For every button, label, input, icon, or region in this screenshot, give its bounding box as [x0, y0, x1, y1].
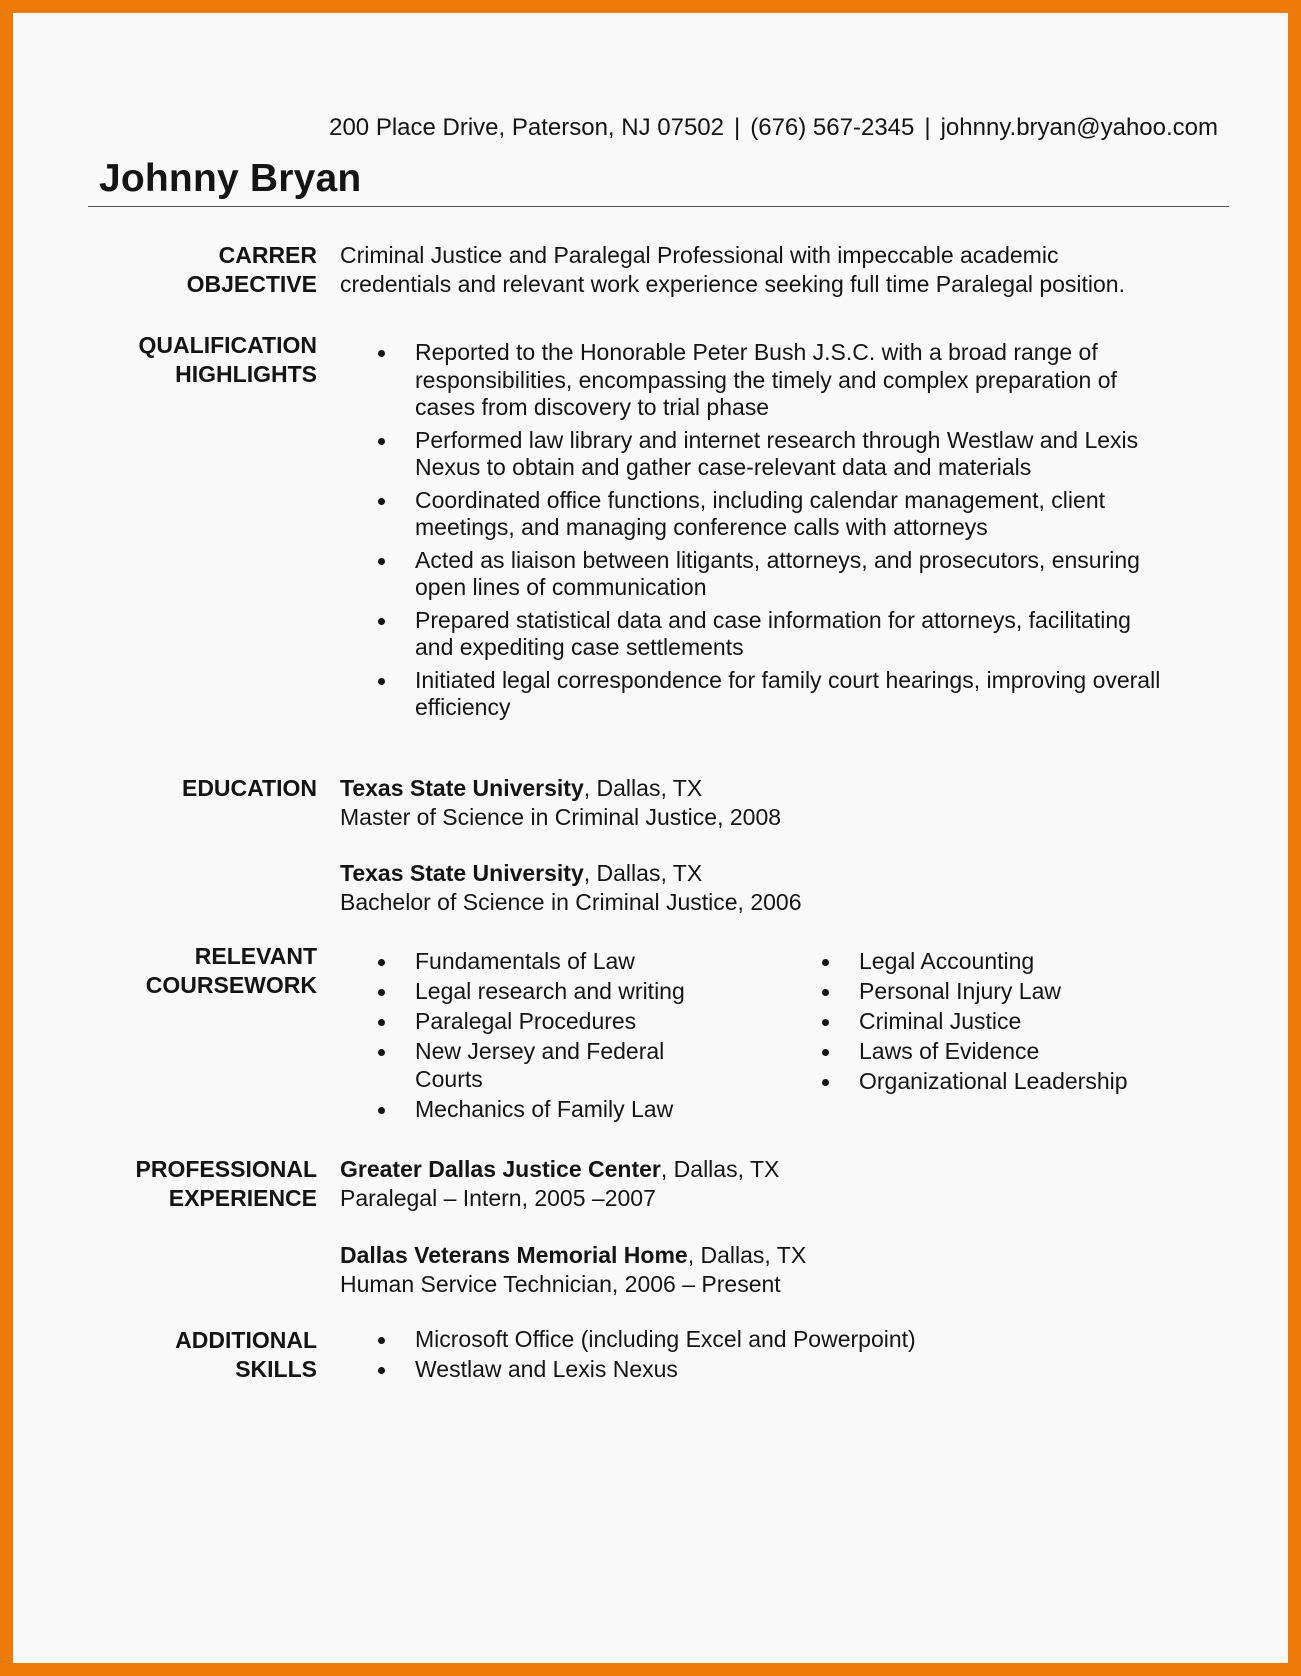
- list-item: Acted as liaison between litigants, attorneys, and prosecutors, ensuring open lines of communication: [340, 547, 1175, 602]
- skills-list: [340, 1326, 916, 1384]
- job-role: Paralegal – Intern, 2005 –2007: [340, 1184, 656, 1211]
- objective-text: [340, 241, 1125, 298]
- label-line: SKILLS: [235, 1355, 317, 1382]
- address: 200 Place Drive, Paterson, NJ 07502: [329, 114, 724, 141]
- section-label-coursework: [146, 942, 317, 999]
- list-item: Organizational Leadership: [784, 1068, 1128, 1096]
- experience-entry: [340, 1241, 806, 1298]
- separator: |: [924, 114, 931, 141]
- experience-entry: [340, 1155, 779, 1212]
- objective-line: credentials and relevant work experience seeking full time Paralegal position.: [340, 270, 1125, 297]
- list-item: Personal Injury Law: [784, 978, 1128, 1006]
- label-line: ADDITIONAL: [175, 1327, 317, 1353]
- list-item: Prepared statistical data and case information for attorneys, facilitating and expediting case settlements: [340, 607, 1175, 662]
- coursework-list-right: [784, 948, 1128, 1096]
- contact-line: [263, 114, 1218, 142]
- education-entry: [340, 859, 802, 916]
- section-label-experience: [136, 1155, 317, 1212]
- qualifications-list: [340, 339, 1175, 722]
- label-line: OBJECTIVE: [186, 270, 317, 297]
- school-name: Texas State University: [340, 775, 584, 801]
- list-item: Initiated legal correspondence for family court hearings, improving overall efficiency: [340, 667, 1175, 722]
- list-item: Reported to the Honorable Peter Bush J.S.C. with a broad range of responsibilities, encompassing the timely and complex preparation of cases from discovery to trial phase: [340, 339, 1175, 422]
- label-line: PROFESSIONAL: [135, 1156, 317, 1182]
- employer-name: Greater Dallas Justice Center: [340, 1156, 661, 1182]
- section-label-education: [182, 774, 317, 803]
- label-line: CARRER: [218, 242, 317, 268]
- list-item: Legal Accounting: [784, 948, 1128, 976]
- label-line: RELEVANT: [194, 943, 317, 969]
- school-location: , Dallas, TX: [583, 775, 703, 801]
- job-role: Human Service Technician, 2006 – Present: [340, 1270, 781, 1297]
- list-item: Legal research and writing: [340, 978, 700, 1006]
- resume-page: [13, 13, 1288, 1663]
- coursework-list-left: [340, 948, 700, 1123]
- degree: Bachelor of Science in Criminal Justice, 2006: [340, 888, 802, 915]
- qualifications-list-container: [340, 339, 1175, 727]
- list-item: Criminal Justice: [784, 1008, 1128, 1036]
- list-item: Paralegal Procedures: [340, 1008, 700, 1036]
- email[interactable]: johnny.bryan@yahoo.com: [940, 114, 1218, 141]
- coursework-right-column: [784, 948, 1128, 1098]
- list-item: Mechanics of Family Law: [340, 1096, 700, 1124]
- list-item: Microsoft Office (including Excel and Powerpoint): [340, 1326, 916, 1354]
- degree: Master of Science in Criminal Justice, 2008: [340, 803, 782, 830]
- employer-location: , Dallas, TX: [660, 1156, 780, 1182]
- employer-location: , Dallas, TX: [687, 1242, 807, 1268]
- list-item: New Jersey and Federal Courts: [340, 1038, 700, 1093]
- education-entry: [340, 774, 781, 831]
- section-label-objective: [187, 241, 317, 298]
- list-item: Performed law library and internet research through Westlaw and Lexis Nexus to obtain and gather case-relevant data and materials: [340, 427, 1175, 482]
- coursework-left-column: [340, 948, 700, 1126]
- label-line: EXPERIENCE: [168, 1184, 317, 1211]
- header-divider: [88, 206, 1229, 207]
- list-item: Laws of Evidence: [784, 1038, 1128, 1066]
- employer-name: Dallas Veterans Memorial Home: [340, 1242, 688, 1268]
- candidate-name: Johnny Bryan: [99, 157, 362, 200]
- school-location: , Dallas, TX: [583, 860, 703, 886]
- list-item: Coordinated office functions, including calendar management, client meetings, and managing conference calls with attorneys: [340, 487, 1175, 542]
- objective-line: Criminal Justice and Paralegal Professional with impeccable academic: [340, 242, 1059, 268]
- phone: (676) 567-2345: [750, 114, 915, 141]
- section-label-qualifications: [139, 331, 317, 388]
- label-line: QUALIFICATION: [138, 332, 317, 358]
- separator: |: [734, 114, 741, 141]
- label-line: EDUCATION: [181, 775, 317, 801]
- list-item: Fundamentals of Law: [340, 948, 700, 976]
- label-line: COURSEWORK: [145, 971, 317, 998]
- school-name: Texas State University: [340, 860, 584, 886]
- label-line: HIGHLIGHTS: [175, 360, 317, 387]
- skills-list-container: [340, 1326, 916, 1386]
- section-label-skills: [175, 1326, 317, 1383]
- list-item: Westlaw and Lexis Nexus: [340, 1356, 916, 1384]
